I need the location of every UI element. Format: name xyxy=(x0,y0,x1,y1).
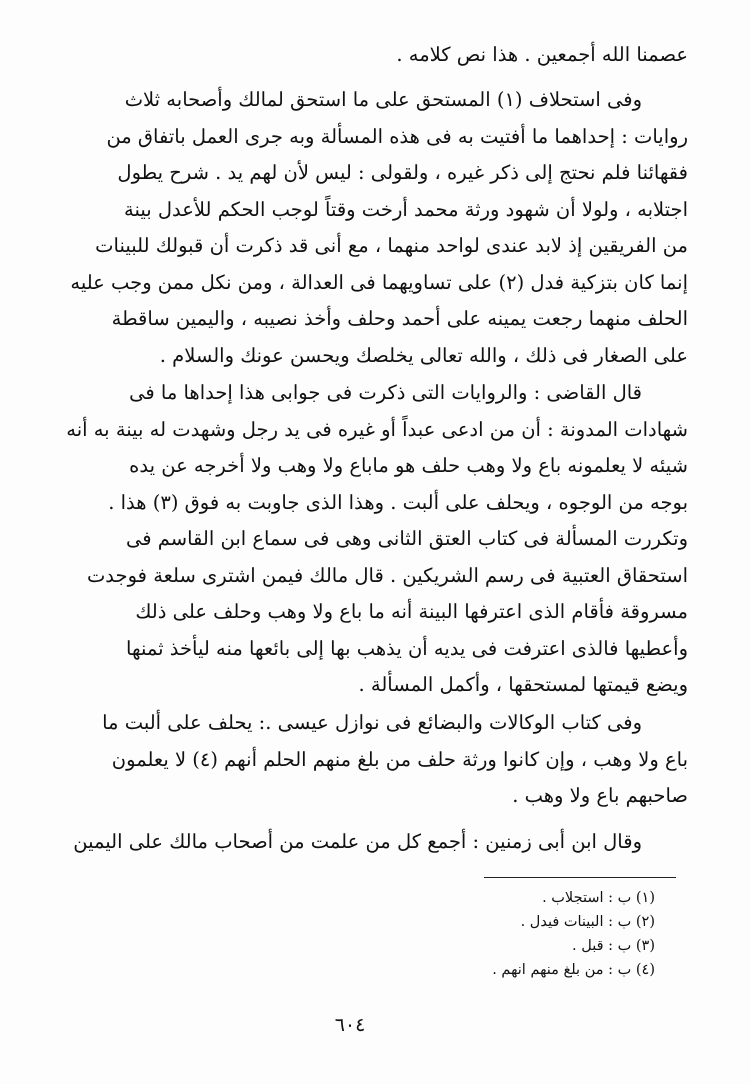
paragraph-2 xyxy=(62,82,688,374)
footnote-2: (٢) ب : البينات فيدل . xyxy=(520,914,655,930)
text-line: عصمنا الله أجمعين . هذا نص كلامه . xyxy=(396,43,688,66)
text-line: مسروقة فأقام الذى اعترفها البينة أنه ما باع ولا وهب وحلف على ذلك xyxy=(135,600,688,623)
text-line: إنما كان بتزكية فدل (٢) على تساويهما فى العدالة ، ومن نكل ممن وجب عليه xyxy=(70,270,688,294)
text-line: روايات : إحداهما ما أفتيت به فى هذه المسألة وبه جرى العمل باتفاق من xyxy=(106,124,688,148)
text-line: استحقاق العتبية فى رسم الشريكين . قال مالك فيمن اشترى سلعة فوجدت xyxy=(86,563,688,587)
text-line: اجتلابه ، ولولا أن شهود ورثة محمد أرخت وقتاً لوجب الحكم للأعدل بينة xyxy=(124,197,688,221)
text-line: بوجه من الوجوه ، ويحلف على ألبت . وهذا الذى جاوبت به فوق (٣) هذا . xyxy=(108,490,688,514)
text-line: شيئه لا يعلمونه باع ولا وهب حلف هو ماباع ولا وهب ولا أخرجه عن يده xyxy=(129,454,688,477)
text-line: ويضع قيمتها لمستحقها ، وأكمل المسألة . xyxy=(358,673,688,696)
text-line: وفى كتاب الوكالات والبضائع فى نوازل عيسى .: يحلف على ألبت ما xyxy=(102,711,642,734)
text-line: من الفريقين إذ لابد عندى لواحد منهما ، مع أنى قد ذكرت أن قبولك للبينات xyxy=(95,234,688,257)
text-line: وفى استحلاف (١) المستحق على ما استحق لمالك وأصحابه ثلاث xyxy=(124,88,642,111)
text-line: قال القاضى : والروايات التى ذكرت فى جوابى هذا إحداها ما فى xyxy=(129,381,642,404)
paragraph-5 xyxy=(62,824,688,861)
text-line: وقال ابن أبى زمنين : أجمع كل من علمت من أصحاب مالك على اليمين xyxy=(73,830,642,853)
text-line: على الصغار فى ذلك ، والله تعالى يخلصك ويحسن عونك والسلام . xyxy=(159,343,688,367)
text-line: شهادات المدونة : أن من ادعى عبداً أو غيره فى يد رجل وشهدت له بينة به أنه xyxy=(66,417,688,441)
footnote-1: (١) ب : استجلاب . xyxy=(542,890,655,906)
paragraph-1 xyxy=(62,37,688,74)
text-line: وتكررت المسألة فى كتاب العتق الثانى وهى فى سماع ابن القاسم فى xyxy=(126,527,688,550)
text-line: باع ولا وهب ، وإن كانوا ورثة حلف من بلغ منهم الحلم أنهم (٤) لا يعلمون xyxy=(111,747,688,771)
footnotes xyxy=(395,886,655,982)
footnote-3: (٣) ب : قبل . xyxy=(572,938,655,954)
page-number: ٦٠٤ xyxy=(334,1014,366,1036)
text-line: وأعطيها فالذى اعترفت فى يديه أن يذهب بها إلى بائعها منه ليأخذ ثمنها xyxy=(126,636,688,660)
footnote-4: (٤) ب : من بلغ منهم انهم . xyxy=(492,962,655,978)
footnote-separator xyxy=(484,877,676,878)
paragraph-4 xyxy=(62,705,688,815)
text-line: صاحبهم باع ولا وهب . xyxy=(512,784,688,807)
text-line: الحلف منهما رجعت يمينه على أحمد وحلف وأخذ نصيبه ، واليمين ساقطة xyxy=(111,307,688,330)
text-line: فقهائنا فلم نحتج إلى ذكر غيره ، ولقولى : ليس لأن لهم يد . شرح يطول xyxy=(117,161,688,184)
paragraph-3 xyxy=(62,375,688,704)
